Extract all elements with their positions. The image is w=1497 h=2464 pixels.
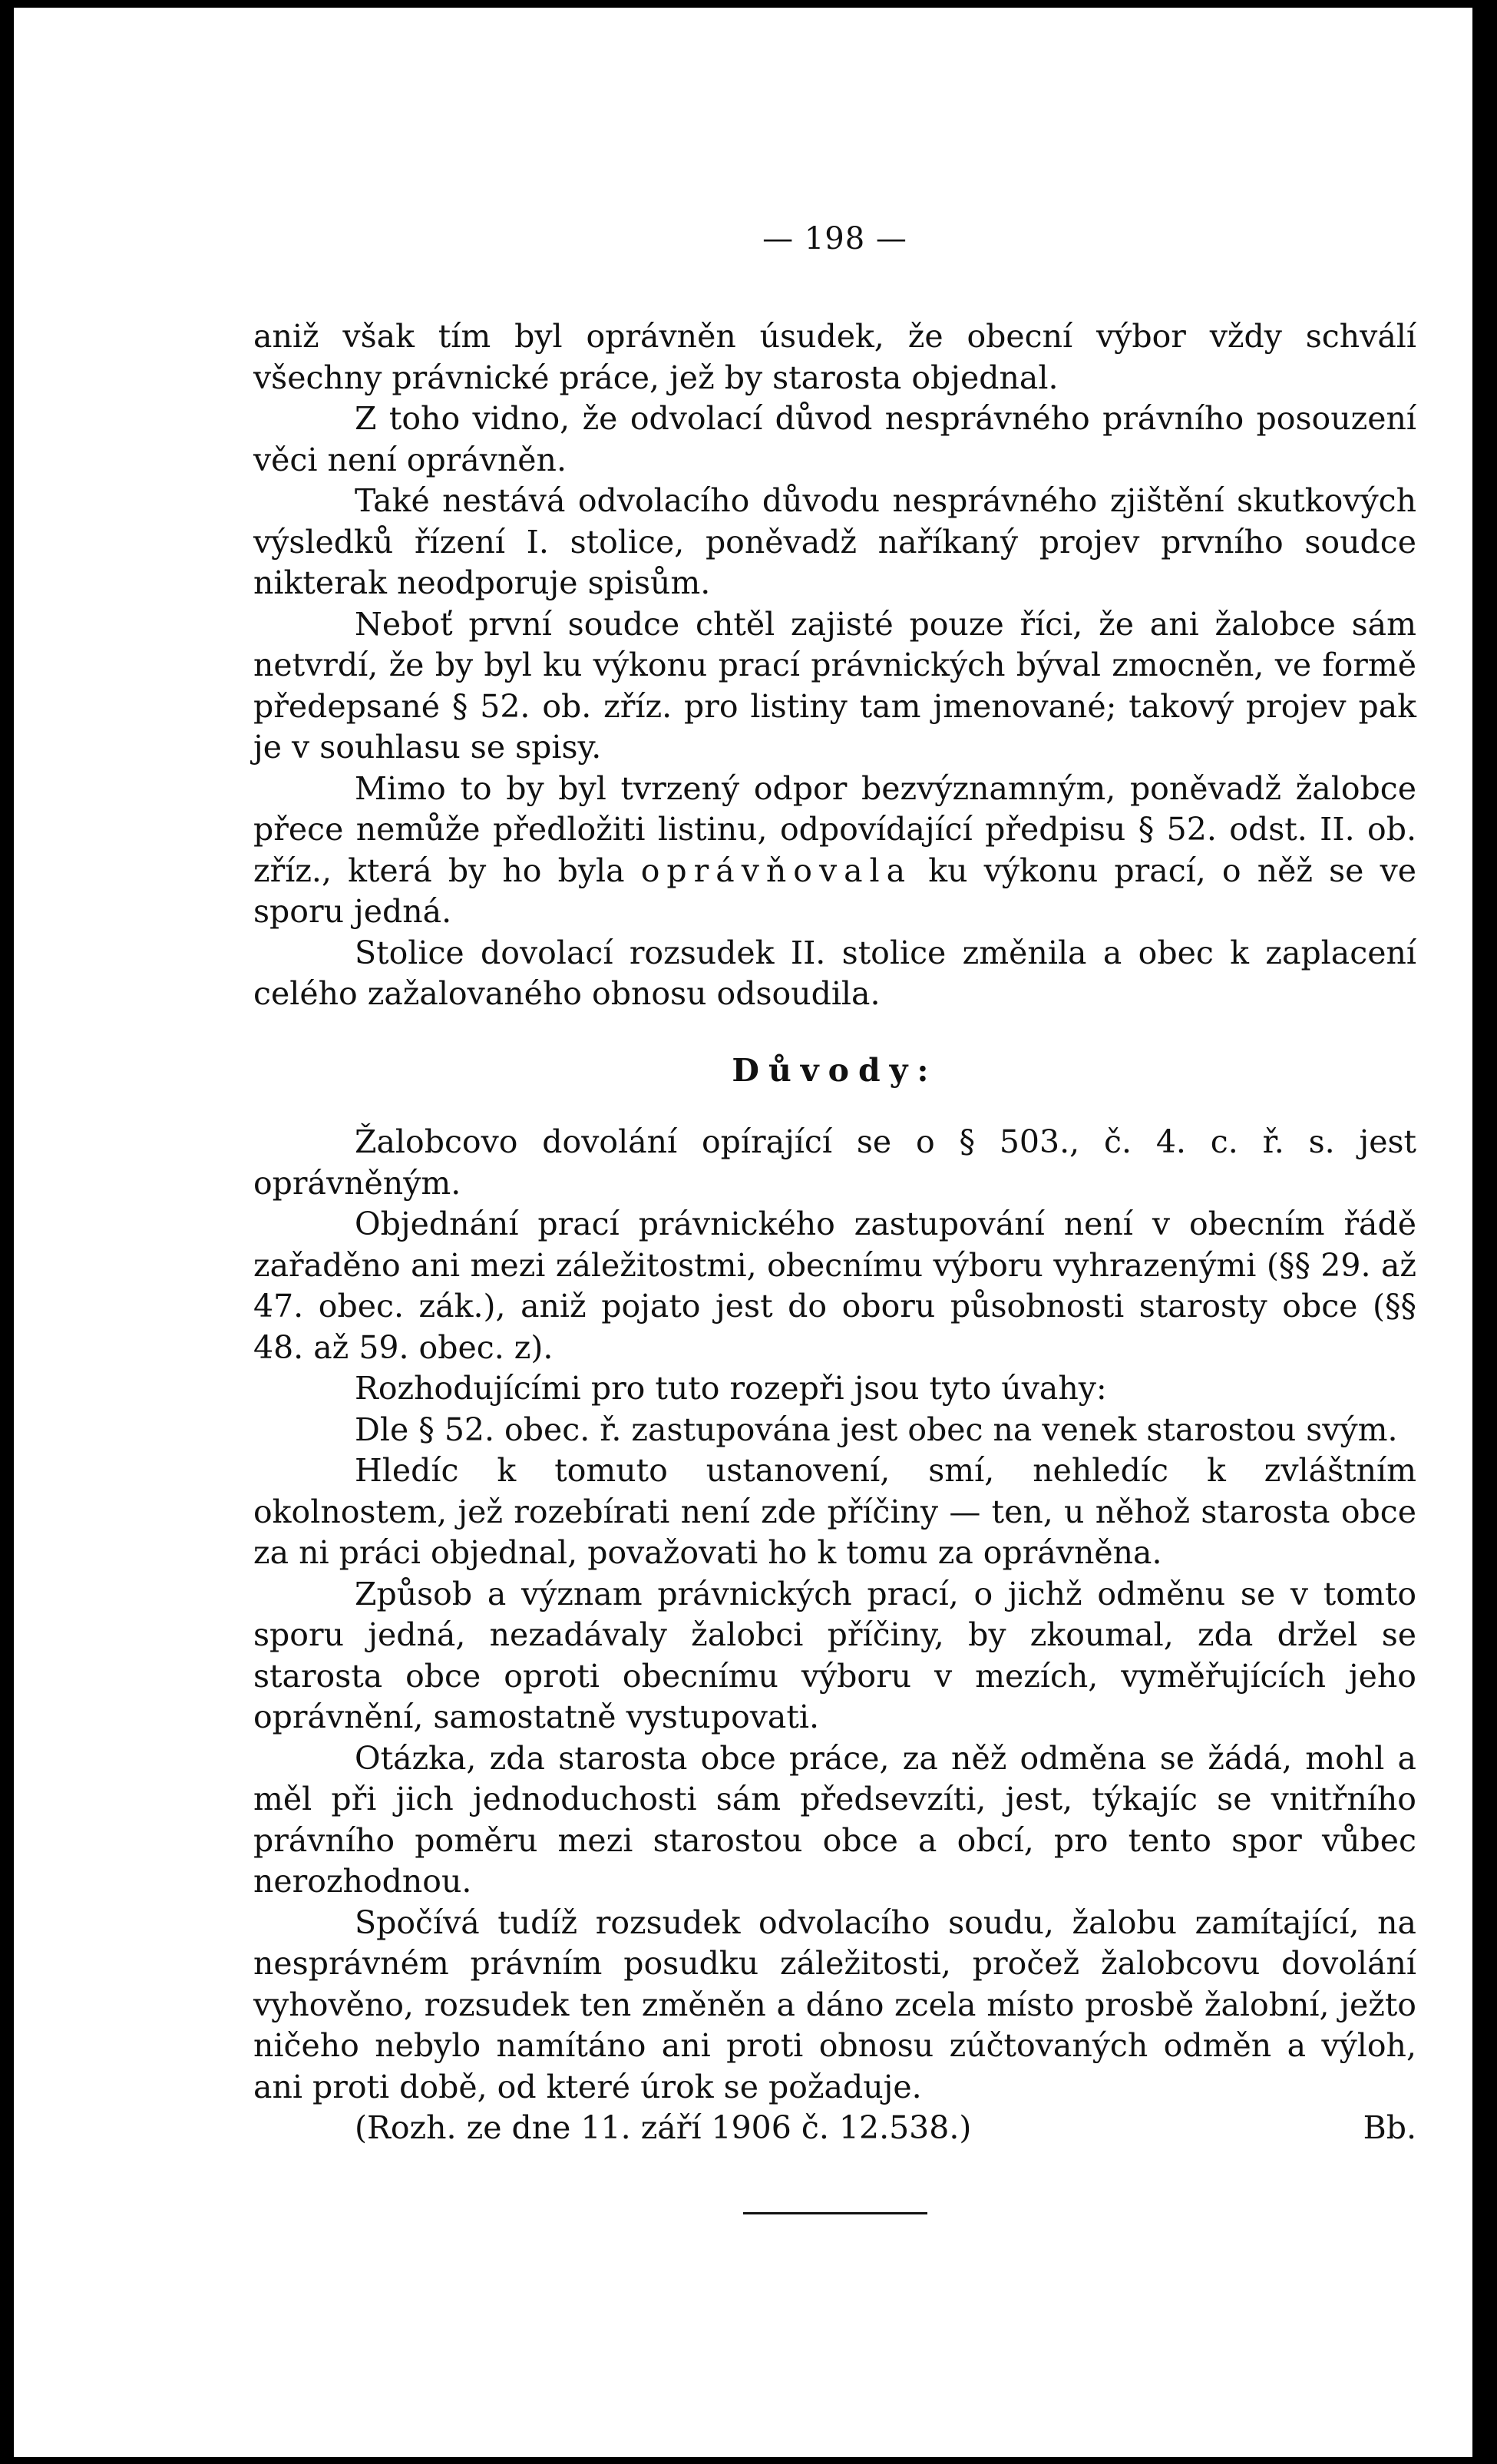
paragraph: Objednání prací právnického zastupování není v obecním řádě zařaděno ani mezi záležitostmi, obecnímu výboru vyhrazenými (§§ 29. až 47. obec. zák.), aniž pojato jest do oboru působnosti starosty obce (§§ 48. až 59. obec. z).: [253, 1206, 1416, 1366]
paragraph: Také nestává odvolacího důvodu nesprávného zjištění skutkových výsledků řízení I. stolice, poněvadž naříkaný projev prvního soudce nikterak neodporuje spisům.: [253, 482, 1416, 601]
paragraph: Stolice dovolací rozsudek II. stolice změnila a obec k zaplacení celého zažalovaného obnosu odsoudila.: [253, 934, 1416, 1012]
paragraph: Otázka, zda starosta obce práce, za něž odměna se žádá, mohl a měl při jich jednoduchosti sám předsevzíti, jest, týkajíc se vnitřního právního poměru mezi starostou obce a obcí, pro tento spor vůbec nerozhodnou.: [253, 1739, 1416, 1900]
paragraph-text: ku výkonu prací, o něž se ve sporu jedná.: [253, 852, 1417, 930]
paragraph: Hledíc k tomuto ustanovení, smí, nehledíc k zvláštním okolnostem, jež rozebírati není zde příčiny — ten, u něhož starosta obce za ni práci objednal, považovati ho k tomu za oprávněna.: [253, 1452, 1416, 1571]
paragraph: Neboť první soudce chtěl zajisté pouze říci, že ani žalobce sám netvrdí, že by byl ku výkonu prací právnických býval zmocněn, ve formě předepsané § 52. ob. zříz. pro listiny tam jmenované; takový projev pak je v souhlasu se spisy.: [253, 605, 1416, 766]
paragraph-continuation: aniž však tím byl oprávněn úsudek, že obecní výbor vždy schválí všechny právnické práce, jež by starosta objednal.: [253, 318, 1416, 396]
paragraph-mimo: [253, 769, 1416, 933]
page-number: — 198 —: [762, 221, 907, 256]
end-rule: [743, 2212, 927, 2214]
body-text: [253, 316, 1416, 2214]
citation-line: [253, 2108, 1416, 2149]
paragraph: Spočívá tudíž rozsudek odvolacího soudu, žalobu zamítající, na nesprávném právním posudku záležitosti, pročež žalobcovu dovolání vyhověno, rozsudek ten změněn a dáno zcela místo prosbě žalobní, ježto ničeho nebylo namítáno ani proti obnosu zúčtovaných odměn a výloh, ani proti době, od které úrok se požaduje.: [253, 1903, 1416, 2105]
scanned-page: [14, 8, 1472, 2457]
author-initials: Bb.: [1363, 2109, 1416, 2146]
paragraph: Rozhodujícími pro tuto rozepři jsou tyto úvahy:: [355, 1370, 1107, 1407]
decision-citation: (Rozh. ze dne 11. září 1906 č. 12.538.): [355, 2109, 972, 2146]
paragraph: Způsob a význam právnických prací, o jichž odměnu se v tomto sporu jedná, nezadávaly žalobci příčiny, by zkoumal, zda držel se starosta obce oproti obecnímu výboru v mezích, vyměřujících jeho oprávnění, samostatně vystupovati.: [253, 1575, 1416, 1735]
paragraph: Dle § 52. obec. ř. zastupována jest obec na venek starostou svým.: [355, 1411, 1398, 1448]
paragraph: Z toho vidno, že odvolací důvod nesprávného právního posouzení věci není oprávněn.: [253, 400, 1416, 478]
paragraph: Žalobcovo dovolání opírající se o § 503., č. 4. c. ř. s. jest oprávněným.: [253, 1123, 1416, 1202]
section-heading: Důvody:: [732, 1051, 938, 1089]
emphasized-word: oprávňovala: [640, 852, 913, 889]
paragraph-text: Mimo to by byl tvrzený odpor bezvýznamným, poněvadž žalobce přece nemůže předložiti listinu, odpovídající předpisu § 52. odst. II. ob. zříz., která by ho byla: [253, 769, 1416, 889]
